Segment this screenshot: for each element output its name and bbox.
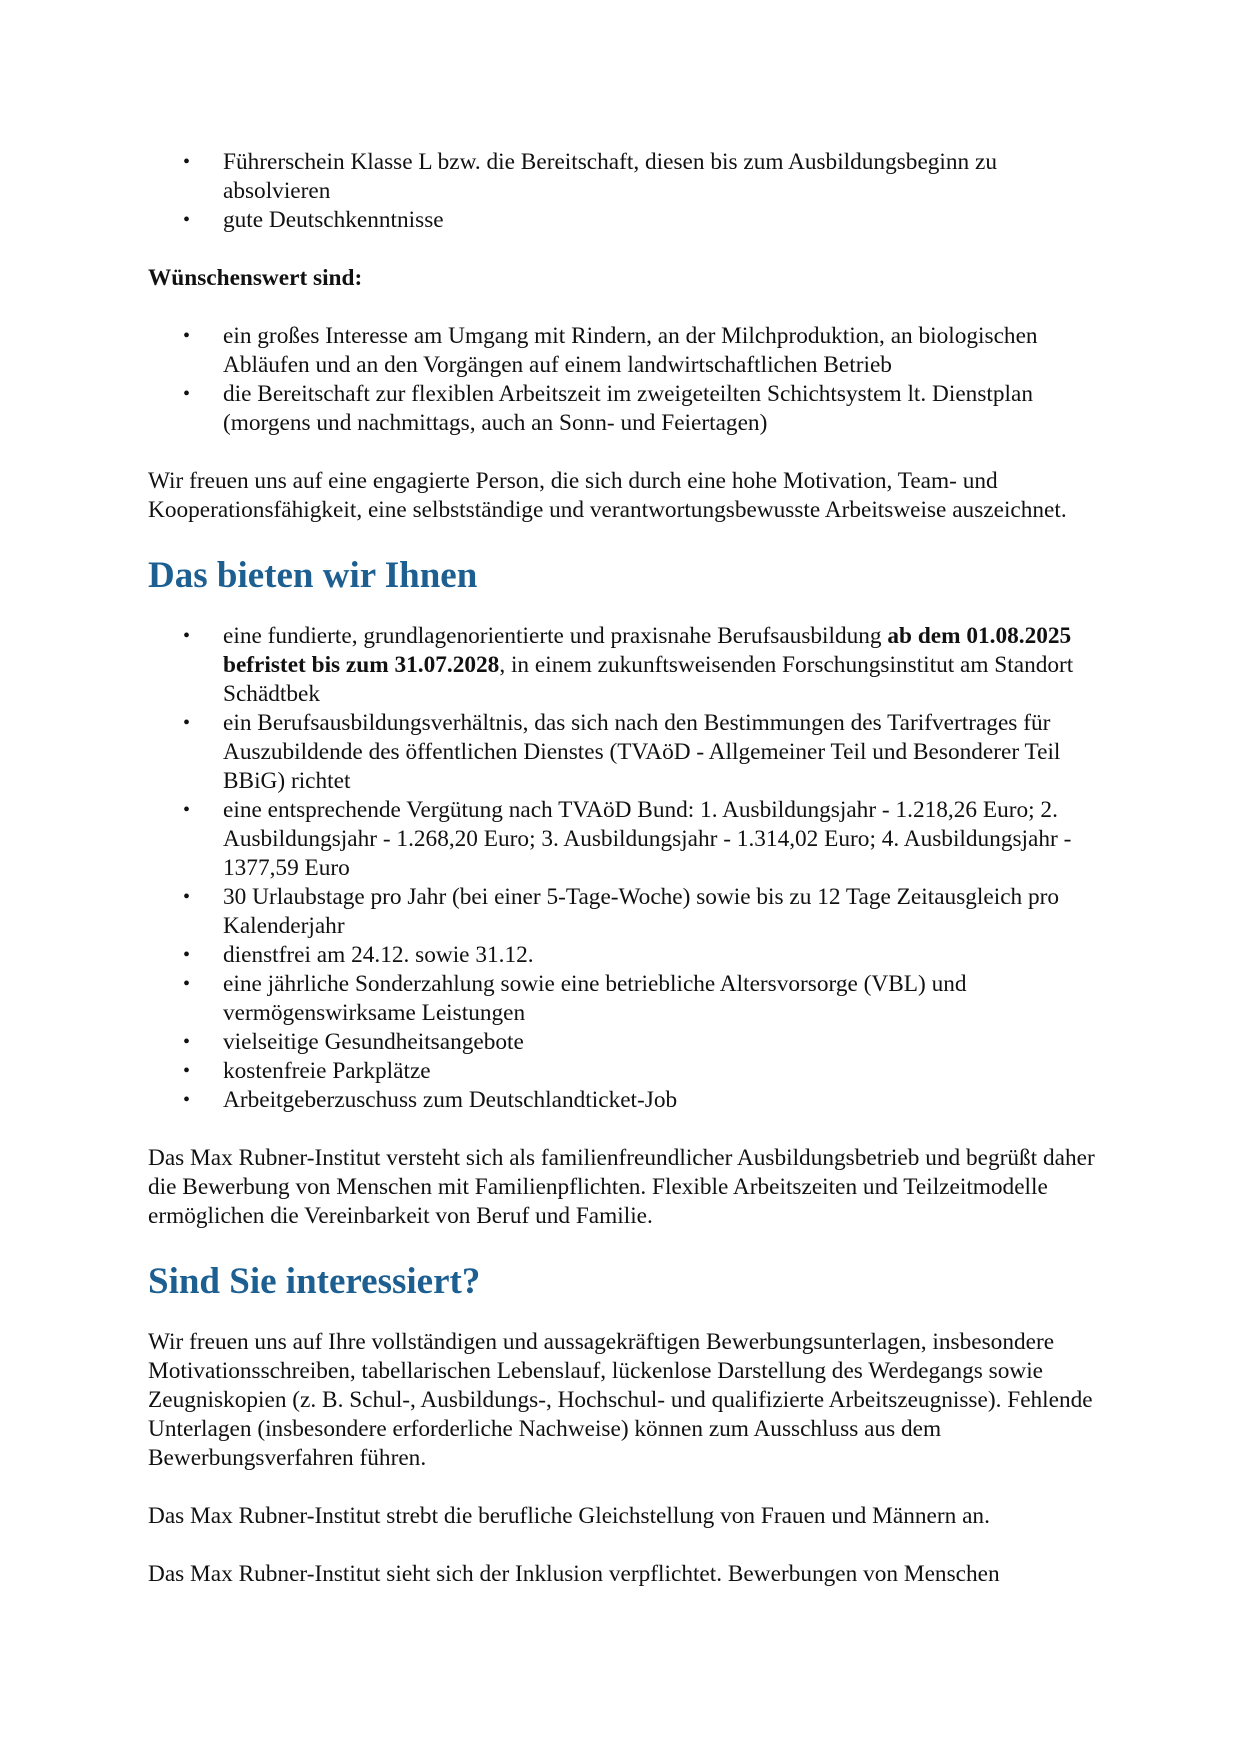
list-item bbox=[223, 622, 1100, 709]
inclusion-paragraph: Das Max Rubner-Institut sieht sich der Inklusion verpflichtet. Bewerbungen von Menschen bbox=[148, 1561, 1000, 1587]
offer-item-text: eine fundierte, grundlagenorientierte und praxisnahe Berufsausbildung bbox=[223, 623, 888, 649]
offer-item-text: , in einem zukunftsweisenden Forschungsinstitut am Standort Schädtbek bbox=[223, 652, 1074, 707]
list-item: • kostenfreie Parkplätze bbox=[223, 1057, 1100, 1086]
list-item: • ein Berufsausbildungsverhältnis, das sich nach den Bestimmungen des Tarifvertrages für Auszubildende des öffentlichen Dienstes (TVAöD - Allgemeiner Teil und Besonderer Teil BBiG) richtet bbox=[223, 709, 1100, 796]
requirements-list bbox=[148, 148, 1100, 235]
desirable-label: Wünschenswert sind: bbox=[148, 265, 363, 291]
list-item: • die Bereitschaft zur flexiblen Arbeitszeit im zweigeteilten Schichtsystem lt. Dienstplan (morgens und nachmittags, auch an Sonn- und Feiertagen) bbox=[223, 380, 1100, 438]
desirable-closing-paragraph: Wir freuen uns auf eine engagierte Person, die sich durch eine hohe Motivation, Team- und Kooperationsfähigkeit, eine selbstständige und verantwortungsbewusste Arbeitsweise auszeichnet. bbox=[148, 468, 1067, 523]
application-paragraph: Wir freuen uns auf Ihre vollständigen und aussagekräftigen Bewerbungsunterlagen, insbesondere Motivationsschreiben, tabellarischen Lebenslauf, lückenlose Darstellung des Werdegangs sowie Zeugniskopien (z. B. Schul-, Ausbildungs-, Hochschul- und qualifizierte Arbeitszeugnisse). Fehlende Unterlagen (insbesondere erforderliche Nachweise) können zum Ausschluss aus dem Bewerbungsverfahren führen. bbox=[148, 1329, 1093, 1471]
list-item: • eine entsprechende Vergütung nach TVAöD Bund: 1. Ausbildungsjahr - 1.218,26 Euro; 2. Ausbildungsjahr - 1.268,20 Euro; 3. Ausbildungsjahr - 1.314,02 Euro; 4. Ausbildungsjahr - 1377,59 Euro bbox=[223, 796, 1100, 883]
family-paragraph: Das Max Rubner-Institut versteht sich als familienfreundlicher Ausbildungsbetrieb und begrüßt daher die Bewerbung von Menschen mit Familienpflichten. Flexible Arbeitszeiten und Teilzeitmodelle ermöglichen die Vereinbarkeit von Beruf und Familie. bbox=[148, 1145, 1095, 1229]
equality-paragraph: Das Max Rubner-Institut strebt die berufliche Gleichstellung von Frauen und Männern an. bbox=[148, 1503, 990, 1529]
list-item: • eine jährliche Sonderzahlung sowie eine betriebliche Altersvorsorge (VBL) und vermögenswirksame Leistungen bbox=[223, 970, 1100, 1028]
list-item: • 30 Urlaubstage pro Jahr (bei einer 5-Tage-Woche) sowie bis zu 12 Tage Zeitausgleich pro Kalenderjahr bbox=[223, 883, 1100, 941]
list-item: • ein großes Interesse am Umgang mit Rindern, an der Milchproduktion, an biologischen Abläufen und an den Vorgängen auf einem landwirtschaftlichen Betrieb bbox=[223, 322, 1100, 380]
list-item: • gute Deutschkenntnisse bbox=[223, 206, 1100, 235]
offer-list bbox=[148, 622, 1100, 1115]
offer-heading: Das bieten wir Ihnen bbox=[148, 555, 478, 596]
list-item: • Führerschein Klasse L bzw. die Bereitschaft, diesen bis zum Ausbildungsbeginn zu absolvieren bbox=[223, 148, 1100, 206]
desirable-list bbox=[148, 322, 1100, 438]
interest-heading: Sind Sie interessiert? bbox=[148, 1261, 481, 1302]
list-item: • Arbeitgeberzuschuss zum Deutschlandticket-Job bbox=[223, 1086, 1100, 1115]
training-period: ab dem 01.08.2025 befristet bis zum 31.07.2028 bbox=[223, 623, 1072, 678]
list-item: • dienstfrei am 24.12. sowie 31.12. bbox=[223, 941, 1100, 970]
list-item: • vielseitige Gesundheitsangebote bbox=[223, 1028, 1100, 1057]
